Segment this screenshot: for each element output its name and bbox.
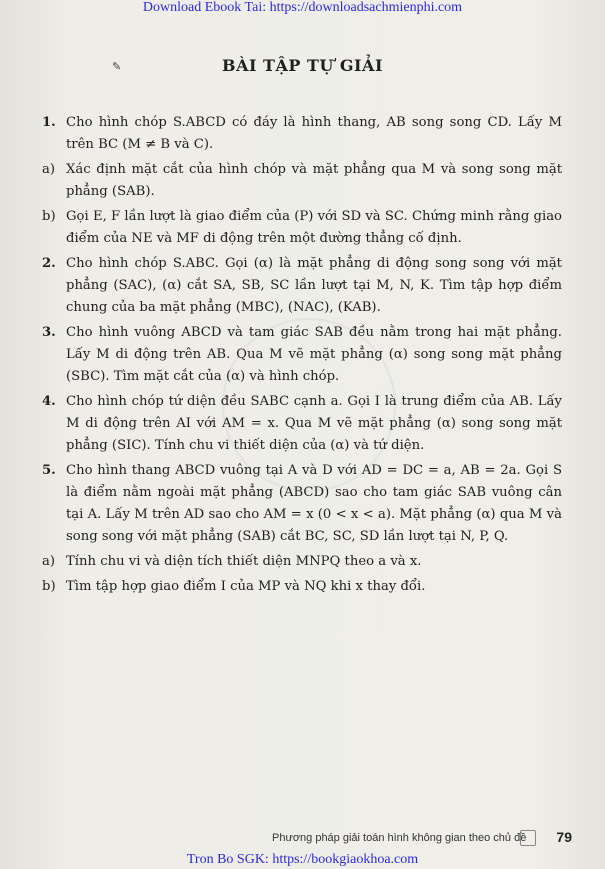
exercise-text: Cho hình chóp S.ABC. Gọi (α) là mặt phẳng di động song song với mặt phẳng (SAC), (α) cắt SA, SB, SC lần lượt tại M, N, K. Tìm tập hợp điểm chung của ba mặt phẳng (MBC), (NAC), (KAB). (66, 256, 562, 315)
bottom-sgk-banner[interactable]: Tron Bo SGK: https://bookgiaokhoa.com (186, 852, 419, 867)
ink-mark-icon: ✎ (112, 60, 122, 73)
exercise-text: Cho hình chóp S.ABCD có đáy là hình thang, AB song song CD. Lấy M trên BC (M ≠ B và C). (66, 115, 562, 152)
exercise-text: Cho hình vuông ABCD và tam giác SAB đều nằm trong hai mặt phẳng. Lấy M di động trên AB. Qua M vẽ mặt phẳng (α) song song mặt phẳng (SBC). Tìm mặt cắt của (α) và hình chóp. (66, 325, 562, 384)
page-number: 79 (556, 829, 572, 845)
exercise-number: 3. (42, 325, 56, 340)
exercise-1b (42, 206, 562, 250)
exercise-number: 1. (42, 115, 56, 130)
exercise-3 (42, 322, 562, 388)
part-label: a) (42, 554, 56, 569)
chapter-icon (520, 830, 536, 846)
part-label: a) (42, 162, 56, 177)
section-title: BÀI TẬP TỰ GIẢI (222, 56, 383, 75)
exercise-5b (42, 576, 562, 598)
exercise-5 (42, 460, 562, 548)
exercise-4 (42, 391, 562, 457)
exercise-5a (42, 551, 562, 573)
exercise-1a (42, 159, 562, 203)
part-text: Tìm tập hợp giao điểm I của MP và NQ khi x thay đổi. (66, 579, 426, 594)
exercise-text: Cho hình thang ABCD vuông tại A và D với AD = DC = a, AB = 2a. Gọi S là điểm nằm ngoài mặt phẳng (ABCD) sao cho tam giác SAB vuông cân tại A. Lấy M trên AD sao cho AM = x (0 < x < a). Mặt phẳng (α) qua M và song song với mặt phẳng (SAB) cắt BC, SC, SD lần lượt tại N, P, Q. (66, 463, 562, 544)
top-download-banner[interactable]: Download Ebook Tai: https://downloadsachmienphi.com (142, 0, 463, 15)
part-text: Xác định mặt cắt của hình chóp và mặt phẳng qua M và song song mặt phẳng (SAB). (66, 162, 562, 199)
part-text: Tính chu vi và diện tích thiết diện MNPQ theo a và x. (66, 554, 422, 569)
exercise-number: 4. (42, 394, 56, 409)
footer-book-title: Phương pháp giải toán hình không gian theo chủ đề (272, 832, 527, 844)
exercise-list (42, 112, 562, 601)
part-label: b) (42, 579, 56, 594)
part-label: b) (42, 209, 56, 224)
exercise-number: 5. (42, 463, 56, 478)
part-text: Gọi E, F lần lượt là giao điểm của (P) với SD và SC. Chứng minh rằng giao điểm của NE và MF di động trên một đường thẳng cố định. (66, 209, 562, 246)
exercise-number: 2. (42, 256, 56, 271)
exercise-1 (42, 112, 562, 156)
page-footer (272, 829, 572, 850)
exercise-2 (42, 253, 562, 319)
exercise-text: Cho hình chóp tứ diện đều SABC cạnh a. Gọi I là trung điểm của AB. Lấy M di động trên AI với AM = x. Qua M vẽ mặt phẳng (α) song song mặt phẳng (SIC). Tính chu vi thiết diện của (α) và tứ diện. (66, 394, 562, 453)
